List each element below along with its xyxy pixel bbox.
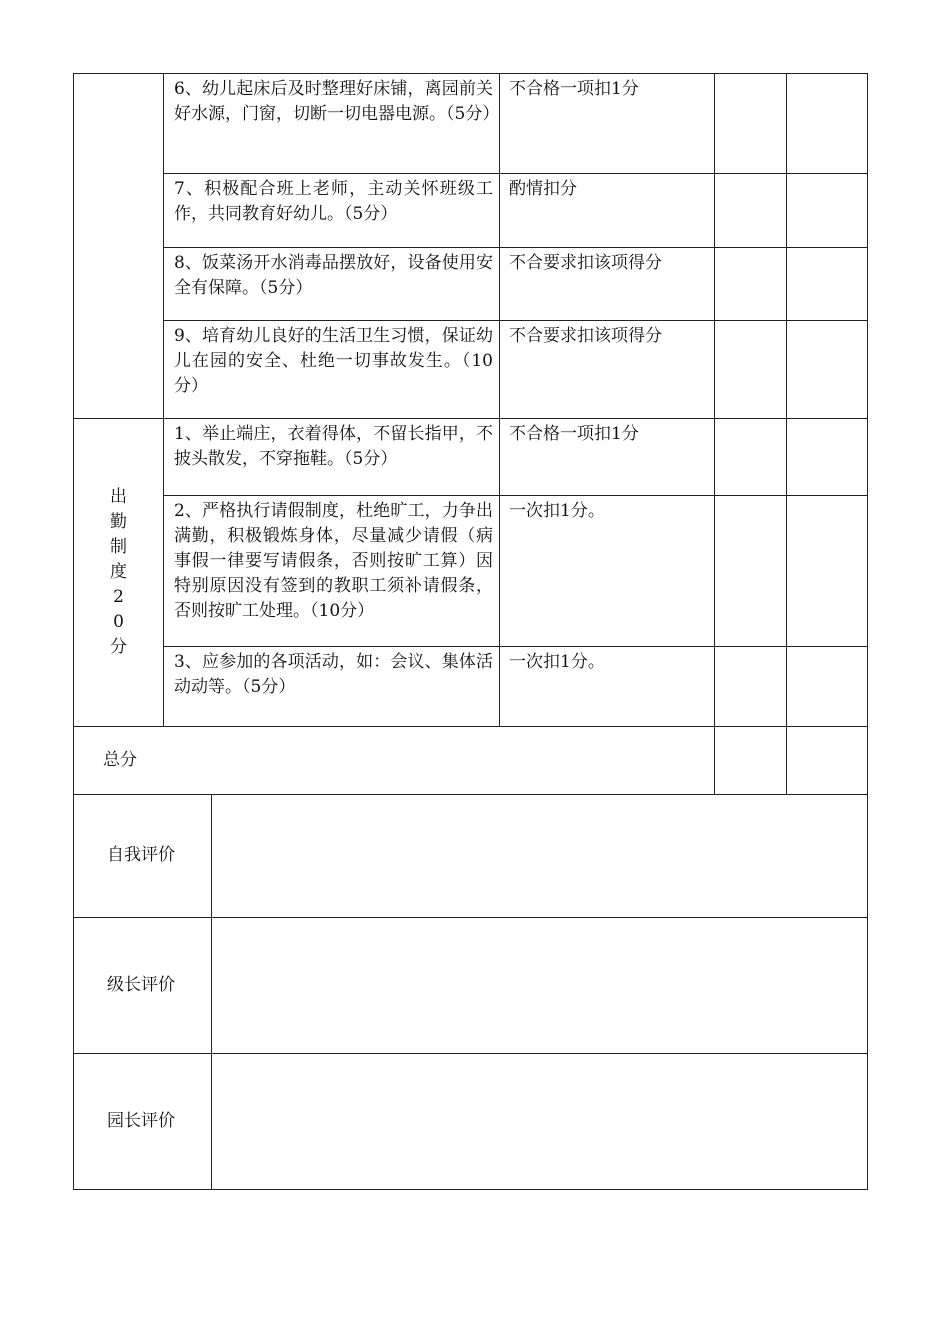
- criterion-cell: 3、应参加的各项活动，如：会议、集体活动动等。（5分）: [164, 647, 500, 727]
- score-cell[interactable]: [787, 248, 868, 321]
- score-cell[interactable]: [715, 174, 787, 248]
- grade-leader-evaluation-field[interactable]: [212, 917, 868, 1053]
- total-row: [74, 727, 868, 795]
- evaluation-row: [74, 1053, 868, 1189]
- evaluation-table: [73, 795, 868, 1190]
- score-cell[interactable]: [787, 419, 868, 496]
- table-row: [74, 321, 868, 419]
- criterion-cell: 2、严格执行请假制度，杜绝旷工，力争出满勤，积极锻炼身体，尽量减少请假（病事假一律要写请假条，否则按旷工算）因特别原因没有签到的教职工须补请假条，否则按旷工处理。（10分）: [164, 496, 500, 647]
- assessment-table: [73, 73, 868, 795]
- table-row: [74, 647, 868, 727]
- table-row: [74, 174, 868, 248]
- score-cell[interactable]: [715, 647, 787, 727]
- deduction-rule-cell: 一次扣1分。: [500, 496, 715, 647]
- deduction-rule-cell: 不合格一项扣1分: [500, 419, 715, 496]
- self-evaluation-label: 自我评价: [74, 795, 212, 917]
- table-row: [74, 248, 868, 321]
- grade-leader-evaluation-label: 级长评价: [74, 917, 212, 1053]
- score-cell[interactable]: [715, 321, 787, 419]
- score-cell[interactable]: [787, 174, 868, 248]
- score-cell[interactable]: [715, 248, 787, 321]
- table-row: [74, 419, 868, 496]
- score-cell[interactable]: [715, 74, 787, 174]
- principal-evaluation-field[interactable]: [212, 1053, 868, 1189]
- score-cell[interactable]: [715, 496, 787, 647]
- criterion-cell: 1、举止端庄，衣着得体，不留长指甲，不披头散发，不穿拖鞋。（5分）: [164, 419, 500, 496]
- deduction-rule-cell: 一次扣1分。: [500, 647, 715, 727]
- evaluation-row: [74, 917, 868, 1053]
- score-cell[interactable]: [787, 647, 868, 727]
- total-score-cell[interactable]: [715, 727, 787, 795]
- criterion-cell: 7、积极配合班上老师，主动关怀班级工作，共同教育好幼儿。（5分）: [164, 174, 500, 248]
- deduction-rule-cell: 不合要求扣该项得分: [500, 248, 715, 321]
- evaluation-row: [74, 795, 868, 917]
- criterion-cell: 8、饭菜汤开水消毒品摆放好，设备使用安全有保障。（5分）: [164, 248, 500, 321]
- criterion-cell: 9、培育幼儿良好的生活卫生习惯，保证幼儿在园的安全、杜绝一切事故发生。（10分）: [164, 321, 500, 419]
- total-score-cell[interactable]: [787, 727, 868, 795]
- deduction-rule-cell: 酌情扣分: [500, 174, 715, 248]
- table-row: [74, 496, 868, 647]
- category-cell-empty: [74, 74, 164, 419]
- score-cell[interactable]: [787, 321, 868, 419]
- principal-evaluation-label: 园长评价: [74, 1053, 212, 1189]
- score-cell[interactable]: [715, 419, 787, 496]
- total-label: 总分: [74, 727, 715, 795]
- score-cell[interactable]: [787, 74, 868, 174]
- category-label: 出勤制度20分: [110, 487, 127, 657]
- category-cell: [74, 419, 164, 727]
- deduction-rule-cell: 不合格一项扣1分: [500, 74, 715, 174]
- self-evaluation-field[interactable]: [212, 795, 868, 917]
- criterion-cell: 6、幼儿起床后及时整理好床铺，离园前关好水源，门窗，切断一切电器电源。（5分）: [164, 74, 500, 174]
- table-row: [74, 74, 868, 174]
- score-cell[interactable]: [787, 496, 868, 647]
- deduction-rule-cell: 不合要求扣该项得分: [500, 321, 715, 419]
